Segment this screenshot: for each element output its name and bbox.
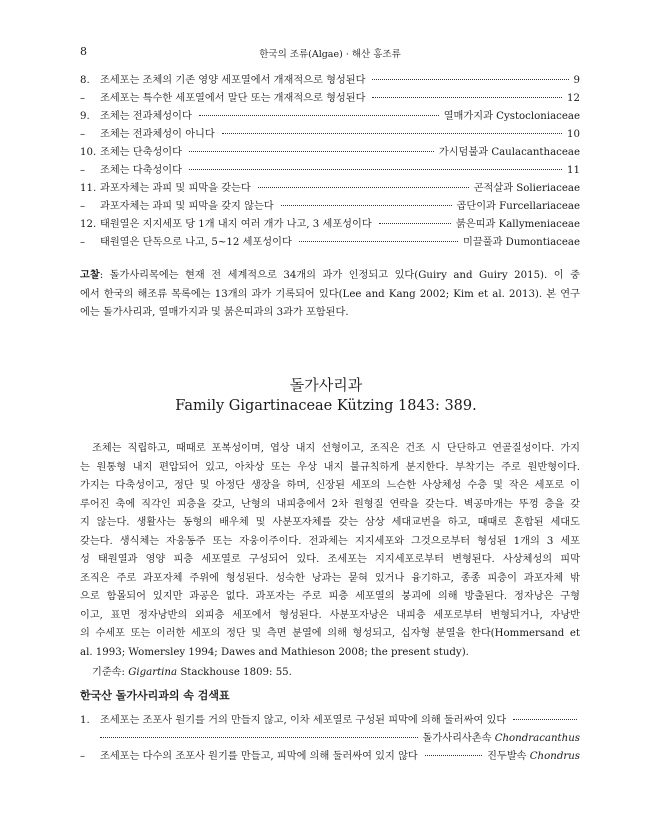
key-text: 태원열은 지지세포 당 1개 내지 여러 개가 나고, 3 세포성이다 [100,219,372,230]
key-target: 10 [567,129,580,140]
page-number: 8 [80,45,87,58]
leader-dots [299,241,458,242]
key-number: – [80,201,86,212]
key-number: 11. [80,183,97,194]
key-row [80,180,580,198]
type-genus-line [92,664,292,683]
key-target: 곤적살과 Solieriaceae [473,183,580,194]
key-text: 조세포는 조포사 원기를 거의 만들지 않고, 이차 세포열로 구성된 피막에 의해 둘러싸여 있다 [100,715,507,726]
key-text: 태원열은 단독으로 나고, 5~12 세포성이다 [100,237,292,248]
note-line: 고찰: 돌가사리목에는 현재 전 세계적으로 34개의 과가 인정되고 있다(Guiry and Guiry 2015). 이 중 [80,269,580,281]
family-key-continued [80,72,580,252]
description-line: 조직은 주로 과포자체 주위에 형성된다. 성숙한 낭과는 묻혀 있거나 융기하고, 종종 피층이 과포자체 밖 [80,572,580,584]
key-text: 조체는 전과체성이 아니다 [100,129,215,140]
key-number: – [80,129,86,140]
key-row [80,90,580,108]
description-line: 갖는다. 생식체는 자웅동주 또는 자웅이주이다. 전과체는 지지세포와 그것으로부터 형성된 1개의 3 세포 [80,535,580,547]
key-number: 1. [80,715,90,726]
key-row [80,108,580,126]
key-text: 조세포는 조체의 기존 영양 세포열에서 개재적으로 형성된다 [100,75,366,86]
leader-dots [513,719,577,720]
description-line: 의 수세포 또는 이러한 세포의 정단 및 측면 분열에 의해 형성되고, 십자형 분열을 한다(Hommersand et [80,628,580,639]
key-number: 8. [80,75,90,86]
leader-dots [100,737,418,738]
leader-dots [189,151,434,152]
leader-dots [258,187,469,188]
key-text: 조세포는 다수의 조포사 원기를 만들고, 피막에 의해 둘러싸여 있지 않다 [100,751,418,762]
description-line: 는 원통형 내지 편압되어 있고, 아차상 또는 우상 내지 불규칙하게 분지한다. 부착기는 주로 원반형이다. [80,461,580,473]
leader-dots [281,205,452,206]
key-target: 진두발속 Chondrus [487,751,580,762]
key-text: 과포자체는 과피 및 피막을 갖는다 [100,183,251,194]
key-row [80,712,580,730]
leader-dots [199,115,439,116]
leader-dots [189,169,562,170]
description-line: 지 않는다. 생활사는 동형의 배우체 및 사분포자체를 갖는 삼상 세대교번을 하고, 때때로 혼합된 세대도 [80,517,580,528]
key-target: 미끌풀과 Dumontiaceae [463,237,580,248]
type-genus-name: Gigartina [128,667,178,678]
genus-key-title: 한국산 돌가사리과의 속 검색표 [80,689,230,702]
family-korean-title: 돌가사리과 [289,376,363,394]
key-row [80,162,580,180]
description-line: 루어진 축에 직각인 피층을 갖고, 난형의 내피층에서 2차 원형질 연락을 갖는다. 벽공마개는 뚜껑 층을 갖 [80,498,580,510]
key-row-continued [80,730,580,748]
key-target: 붉은띠과 Kallymeniaceae [456,219,580,230]
key-row [80,216,580,234]
key-row [80,748,580,766]
key-target: 12 [567,93,580,104]
key-target: 곱단이과 Furcellariaceae [456,201,580,212]
key-target: 가시덤불과 Caulacanthaceae [438,147,580,158]
key-number: 12. [80,219,97,230]
description-line: 가지는 다축성이고, 정단 및 아정단 생장을 하며, 신장된 세포의 느슨한 사상체성 수층 및 작은 세포로 이 [80,480,580,491]
key-text: 조체는 다축성이다 [100,165,182,176]
key-text: 과포자체는 과피 및 피막을 갖지 않는다 [100,201,274,212]
note-label: 고찰 [80,269,100,281]
key-row [80,126,580,144]
family-description [80,440,580,662]
key-target: 11 [567,165,580,176]
key-number: – [80,751,86,762]
key-number: – [80,93,86,104]
description-line: 이고, 표면 정자낭반의 외피층 세포에서 형성된다. 사분포자낭은 내피층 세포로부터 변형되거나, 자낭반 [80,609,580,621]
leader-dots [379,223,451,224]
leader-dots [222,133,562,134]
key-row [80,198,580,216]
note-line: 에서 한국의 해조류 목록에는 13개의 과가 기록되어 있다(Lee and Kang 2002; Kim et al. 2013). 본 연구 [80,288,580,300]
description-line: 으로 함몰되어 있지만 과공은 없다. 과포자는 주로 피층 세포열의 붕괴에 의해 방출된다. 정자낭은 구형 [80,591,580,602]
description-line: 성 태원열과 영양 피층 세포열로 구성되어 있다. 조세포는 지지세포로부터 변형된다. 사상체성의 피막 [80,554,580,565]
note-paragraph [80,266,580,323]
key-row [80,72,580,90]
key-target: 열매가지과 Cystocloniaceae [443,111,580,122]
key-target: 9 [573,75,580,86]
genus-key [80,712,580,766]
key-text: 조체는 전과체성이다 [100,111,192,122]
leader-dots [372,97,562,98]
key-number: 10. [80,147,97,158]
key-text: 조세포는 특수한 세포열에서 말단 또는 개재적으로 형성된다 [100,93,366,104]
description-line: al. 1993; Womersley 1994; Dawes and Mathieson 2008; the present study). [80,646,469,658]
running-title: 한국의 조류(Algae) · 해산 홍조류 [259,49,401,60]
key-row [80,144,580,162]
note-line: 에는 돌가사리과, 열매가지과 및 붉은띠과의 3과가 포함된다. [80,307,349,318]
leader-dots [425,755,482,756]
type-genus-authority: Stackhouse 1809: 55. [180,667,292,678]
description-line: 조체는 직립하고, 때때로 포복성이며, 엽상 내지 선형이고, 조직은 건조 시 단단하고 연골질성이다. 가지 [92,443,580,454]
page-header [80,45,580,59]
key-number: – [80,165,86,176]
type-genus-label: 기준속: [92,667,125,678]
key-row [80,234,580,252]
key-number: – [80,237,86,248]
key-number: 9. [80,111,90,122]
family-latin-title: Family Gigartinaceae Kützing 1843: 389. [175,398,477,414]
leader-dots [372,79,568,80]
key-target: 돌가사리사촌속 Chondracanthus [422,733,580,744]
key-text: 조체는 단축성이다 [100,147,182,158]
